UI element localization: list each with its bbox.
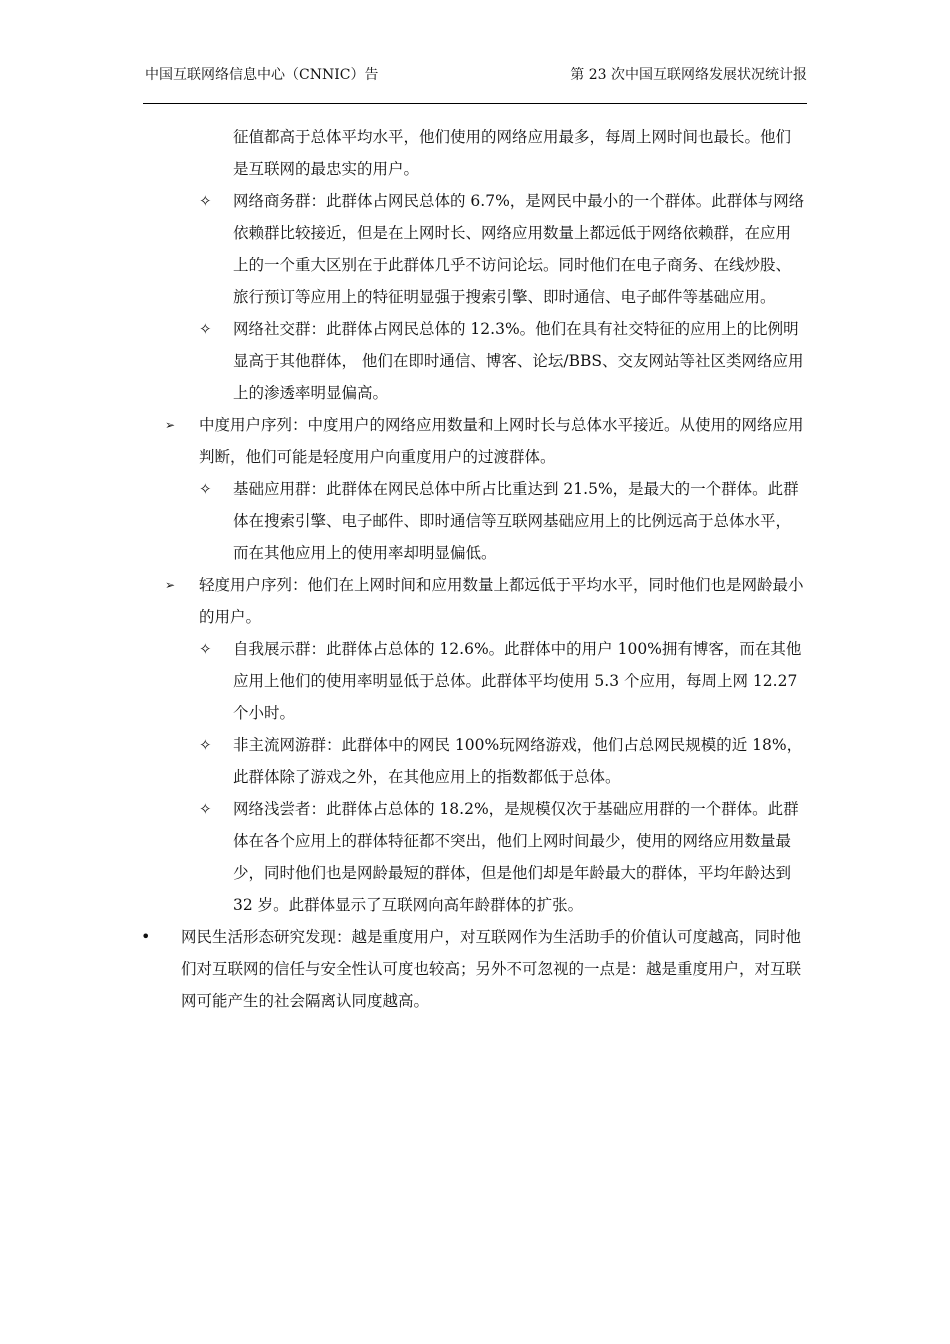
diamond-bullet-icon: ✧ [199, 320, 212, 338]
header-left-title: 中国互联网络信息中心（CNNIC）告 [145, 67, 379, 83]
list-item-text: 征值都高于总体平均水平，他们使用的网络应用最多，每周上网时间也最长。他们是互联网的最忠实的用户。 [233, 128, 792, 178]
header-right-title: 第 23 次中国互联网络发展状况统计报 [570, 67, 807, 83]
list-item-text: 非主流网游群：此群体中的网民 100%玩网络游戏，他们占总网民规模的近 18%，此群体除了游戏之外，在其他应用上的指数都低于总体。 [233, 736, 803, 786]
diamond-bullet-icon: ✧ [199, 640, 212, 658]
diamond-bullet-icon: ✧ [199, 800, 212, 818]
list-item [165, 569, 806, 633]
list-item [199, 633, 806, 729]
round-bullet-icon: • [141, 927, 151, 946]
list-item [141, 921, 806, 1017]
list-item [199, 729, 806, 793]
list-item [199, 185, 806, 313]
list-item [233, 121, 806, 185]
arrow-bullet-icon: ➢ [165, 578, 176, 592]
list-item-text: 轻度用户序列：他们在上网时间和应用数量上都远低于平均水平，同时他们也是网龄最小的用户。 [199, 576, 804, 626]
list-item-text: 网络浅尝者：此群体占总体的 18.2%，是规模仅次于基础应用群的一个群体。此群体在各个应用上的群体特征都不突出，他们上网时间最少，使用的网络应用数量最少，同时他们也是网龄最短的群体，但是他们却是年龄最大的群体，平均年龄达到 32 岁。此群体显示了互联网向高年龄群体的扩张。 [233, 800, 799, 914]
list-item-text: 网络商务群：此群体占网民总体的 6.7%，是网民中最小的一个群体。此群体与网络依赖群比较接近，但是在上网时长、网络应用数量上都远低于网络依赖群，在应用上的一个重大区别在于此群体几乎不访问论坛。同时他们在电子商务、在线炒股、旅行预订等应用上的特征明显强于搜索引擎、即时通信、电子邮件等基础应用。 [233, 192, 805, 306]
list-item [199, 313, 806, 409]
list-item [165, 409, 806, 473]
arrow-bullet-icon: ➢ [165, 418, 176, 432]
diamond-bullet-icon: ✧ [199, 192, 212, 210]
list-item [199, 473, 806, 569]
list-item-text: 中度用户序列：中度用户的网络应用数量和上网时长与总体水平接近。从使用的网络应用判断，他们可能是轻度用户向重度用户的过渡群体。 [199, 416, 804, 466]
list-item-text: 自我展示群：此群体占总体的 12.6%。此群体中的用户 100%拥有博客，而在其他应用上他们的使用率明显低于总体。此群体平均使用 5.3 个应用，每周上网 12.27 个小时。 [233, 640, 802, 722]
document-body [0, 121, 950, 1017]
list-item-text: 网民生活形态研究发现：越是重度用户，对互联网作为生活助手的价值认可度越高，同时他们对互联网的信任与安全性认可度也较高；另外不可忽视的一点是：越是重度用户，对互联网可能产生的社会隔离认同度越高。 [181, 928, 802, 1010]
list-item-text: 网络社交群：此群体占网民总体的 12.3%。他们在具有社交特征的应用上的比例明显高于其他群体， 他们在即时通信、博客、论坛/BBS、交友网站等社区类网络应用上的渗透率明显偏高。 [233, 320, 804, 402]
list-item [199, 793, 806, 921]
header-divider [143, 103, 807, 104]
list-item-text: 基础应用群：此群体在网民总体中所占比重达到 21.5%，是最大的一个群体。此群体在搜索引擎、电子邮件、即时通信等互联网基础应用上的比例远高于总体水平，而在其他应用上的使用率却明显偏低。 [233, 480, 799, 562]
diamond-bullet-icon: ✧ [199, 736, 212, 754]
diamond-bullet-icon: ✧ [199, 480, 212, 498]
